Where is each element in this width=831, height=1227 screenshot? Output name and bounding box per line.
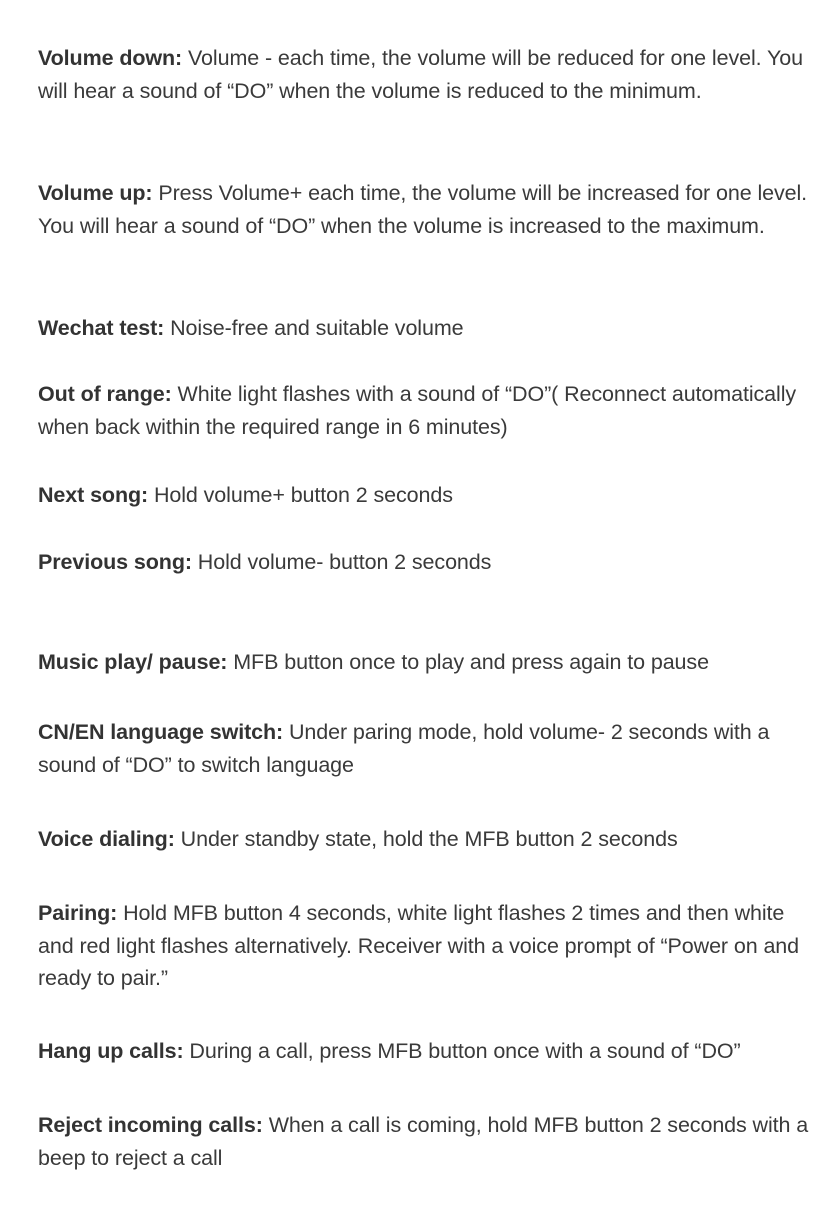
entry-description: Volume - each time, the volume will be reduced for one level. You will hear a sound of “DO” when the volume is reduced to the minimum.: [38, 46, 803, 103]
entry-term: Previous song:: [38, 550, 192, 574]
entry-term: CN/EN language switch:: [38, 720, 284, 744]
entry-pairing: [38, 897, 818, 995]
entry-term: Volume up:: [38, 181, 153, 205]
entry-description: Hold MFB button 4 seconds, white light flashes 2 times and then white and red light flashes alternatively. Receiver with a voice prompt of “Power on and ready to pair.”: [38, 901, 800, 990]
entry-previous-song: [38, 546, 818, 579]
entry-volume-down: [38, 42, 818, 107]
entry-out-of-range: [38, 378, 818, 443]
entry-wechat-test: [38, 312, 818, 345]
entry-description: Hold volume+ button 2 seconds: [153, 483, 453, 507]
entry-term: Hang up calls:: [38, 1039, 184, 1063]
entry-next-song: [38, 479, 818, 512]
entry-term: Volume down:: [38, 46, 183, 70]
entry-term: Music play/ pause:: [38, 650, 228, 674]
entry-hang-up-calls: [38, 1035, 818, 1068]
entry-language-switch: [38, 716, 818, 781]
entry-description: During a call, press MFB button once with a sound of “DO”: [189, 1039, 741, 1063]
entry-description: Under standby state, hold the MFB button 2 seconds: [180, 827, 678, 851]
entry-term: Reject incoming calls:: [38, 1113, 263, 1137]
entry-description: MFB button once to play and press again to pause: [233, 650, 709, 674]
entry-description: White light flashes with a sound of “DO”( Reconnect automatically when back within the required range in 6 minutes): [38, 382, 797, 439]
entry-term: Voice dialing:: [38, 827, 175, 851]
entry-description: Under paring mode, hold volume- 2 seconds with a sound of “DO” to switch language: [38, 720, 770, 777]
entry-volume-up: [38, 177, 818, 242]
entry-description: Press Volume+ each time, the volume will be increased for one level. You will hear a sound of “DO” when the volume is increased to the maximum.: [38, 181, 808, 238]
entry-term: Next song:: [38, 483, 149, 507]
entry-description: Hold volume- button 2 seconds: [197, 550, 492, 574]
entry-term: Out of range:: [38, 382, 172, 406]
entry-description: Noise-free and suitable volume: [170, 316, 464, 340]
entry-term: Wechat test:: [38, 316, 165, 340]
entry-music-play-pause: [38, 646, 818, 679]
entry-term: Pairing:: [38, 901, 118, 925]
entry-description: When a call is coming, hold MFB button 2 seconds with a beep to reject a call: [38, 1113, 809, 1170]
entry-voice-dialing: [38, 823, 818, 856]
entry-reject-incoming-calls: [38, 1109, 818, 1174]
